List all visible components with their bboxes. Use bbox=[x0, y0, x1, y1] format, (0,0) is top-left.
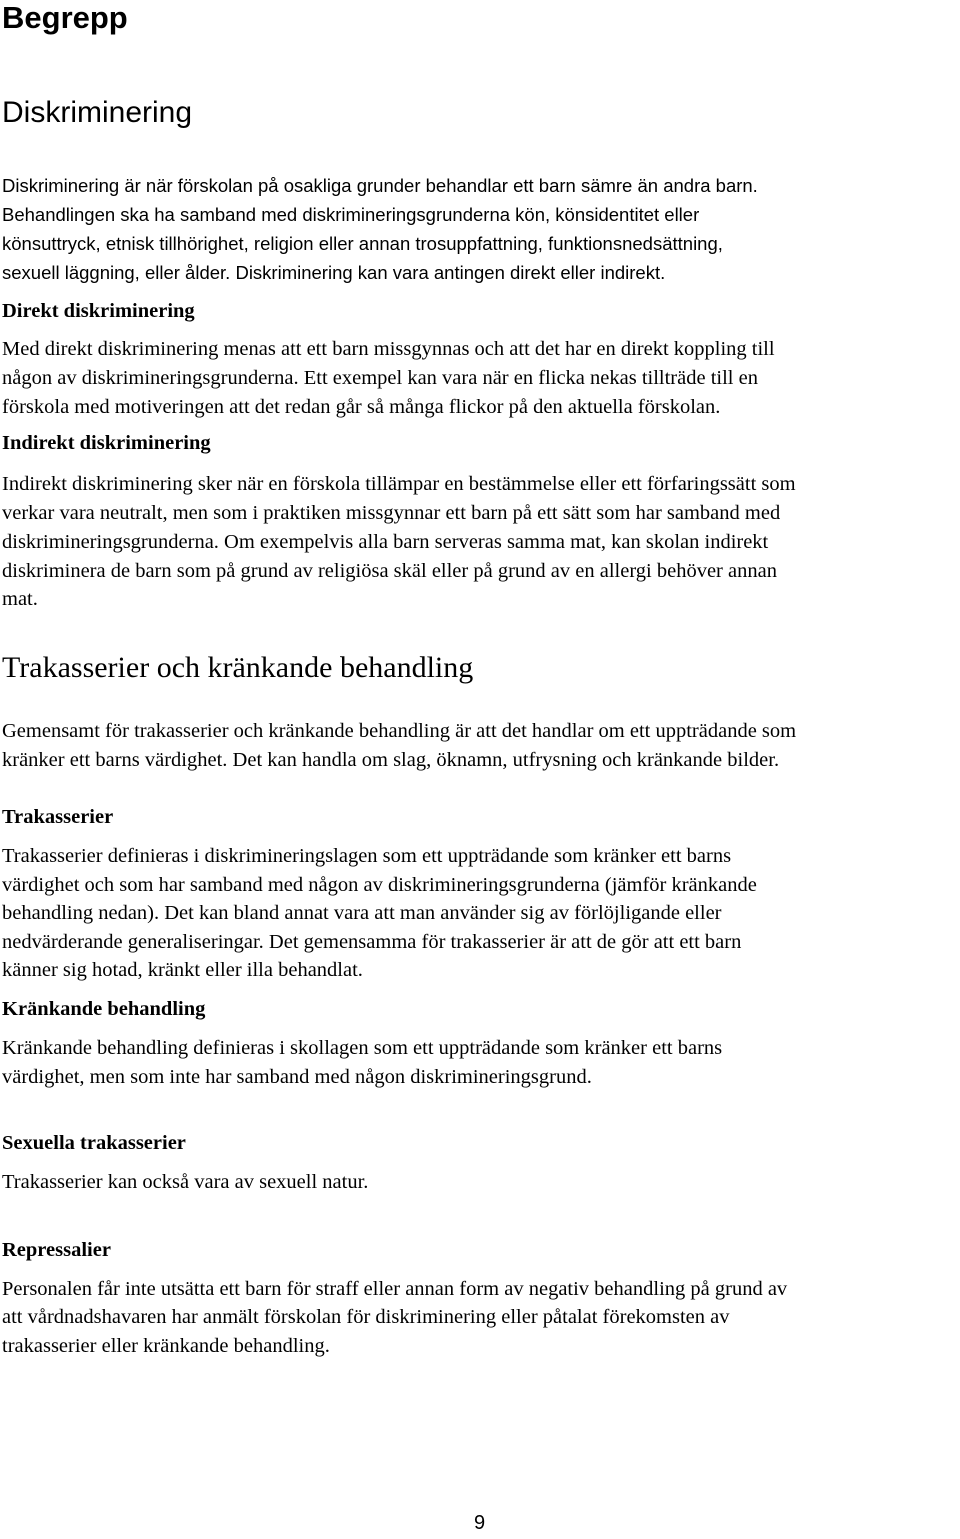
text-line: värdighet och som har samband med någon av diskrimineringsgrunderna (jämför kränkande bbox=[2, 874, 757, 896]
text-line: Med direkt diskriminering menas att ett barn missgynnas och att det har en direkt koppling till bbox=[2, 338, 775, 360]
text-line: någon av diskrimineringsgrunderna. Ett exempel kan vara när en flicka nekas tillträde till en bbox=[2, 367, 758, 389]
text-line: könsuttryck, etnisk tillhörighet, religion eller annan trosuppfattning, funktionsnedsättning, bbox=[2, 233, 723, 254]
text-line: Gemensamt för trakasserier och kränkande behandling är att det handlar om ett uppträdande som bbox=[2, 720, 797, 742]
text-line: behandling nedan). Det kan bland annat vara att man använder sig av förlöjligande eller bbox=[2, 902, 722, 924]
text-line: Kränkande behandling definieras i skollagen som ett uppträdande som kränker ett barns bbox=[2, 1037, 723, 1059]
subheading-direkt-diskriminering: Direkt diskriminering bbox=[2, 300, 195, 322]
text-line: värdighet, men som inte har samband med någon diskrimineringsgrund. bbox=[2, 1066, 592, 1088]
text-line: kränker ett barns värdighet. Det kan handla om slag, öknamn, utfrysning och kränkande bilder. bbox=[2, 749, 780, 771]
text-line: Trakasserier kan också vara av sexuell natur. bbox=[2, 1171, 369, 1193]
text-line: trakasserier eller kränkande behandling. bbox=[2, 1335, 330, 1357]
text-line: känner sig hotad, kränkt eller illa behandlat. bbox=[2, 959, 363, 981]
text-line: mat. bbox=[2, 588, 38, 610]
text-line: Behandlingen ska ha samband med diskrimineringsgrunderna kön, könsidentitet eller bbox=[2, 204, 700, 225]
subheading-trakasserier: Trakasserier bbox=[2, 806, 114, 828]
subheading-sexuella-trakasserier: Sexuella trakasserier bbox=[2, 1132, 186, 1154]
text-line: att vårdnadshavaren har anmält förskolan för diskriminering eller påtalat förekomsten av bbox=[2, 1306, 730, 1328]
text-line: Personalen får inte utsätta ett barn för straff eller annan form av negativ behandling på grund av bbox=[2, 1278, 788, 1300]
text-line: förskola med motiveringen att det redan går så många flickor på den aktuella förskolan. bbox=[2, 396, 721, 418]
text-line: Indirekt diskriminering sker när en förskola tillämpar en bestämmelse eller ett förfaringssätt som bbox=[2, 473, 796, 495]
page-number: 9 bbox=[474, 1512, 486, 1534]
text-line: nedvärderande generaliseringar. Det gemensamma för trakasserier är att de gör att ett barn bbox=[2, 931, 742, 953]
text-line: sexuell läggning, eller ålder. Diskriminering kan vara antingen direkt eller indirekt. bbox=[2, 262, 666, 283]
text-line: diskrimineringsgrunderna. Om exempelvis alla barn serveras samma mat, kan skolan indirekt bbox=[2, 531, 769, 553]
text-line: diskriminera de barn som på grund av religiösa skäl eller på grund av en allergi behöver annan bbox=[2, 560, 777, 582]
text-line: Diskriminering är när förskolan på osakliga grunder behandlar ett barn sämre än andra barn. bbox=[2, 175, 758, 196]
subheading-repressalier: Repressalier bbox=[2, 1239, 111, 1261]
section-heading-trakasserier: Trakasserier och kränkande behandling bbox=[2, 651, 474, 684]
page-title: Begrepp bbox=[2, 0, 128, 35]
subheading-krankande-behandling: Kränkande behandling bbox=[2, 998, 206, 1020]
text-line: Trakasserier definieras i diskrimineringslagen som ett uppträdande som kränker ett barns bbox=[2, 845, 732, 867]
section-heading-diskriminering: Diskriminering bbox=[2, 96, 193, 129]
subheading-indirekt-diskriminering: Indirekt diskriminering bbox=[2, 432, 211, 454]
text-line: verkar vara neutralt, men som i praktiken missgynnar ett barn på ett sätt som har samband med bbox=[2, 502, 781, 524]
